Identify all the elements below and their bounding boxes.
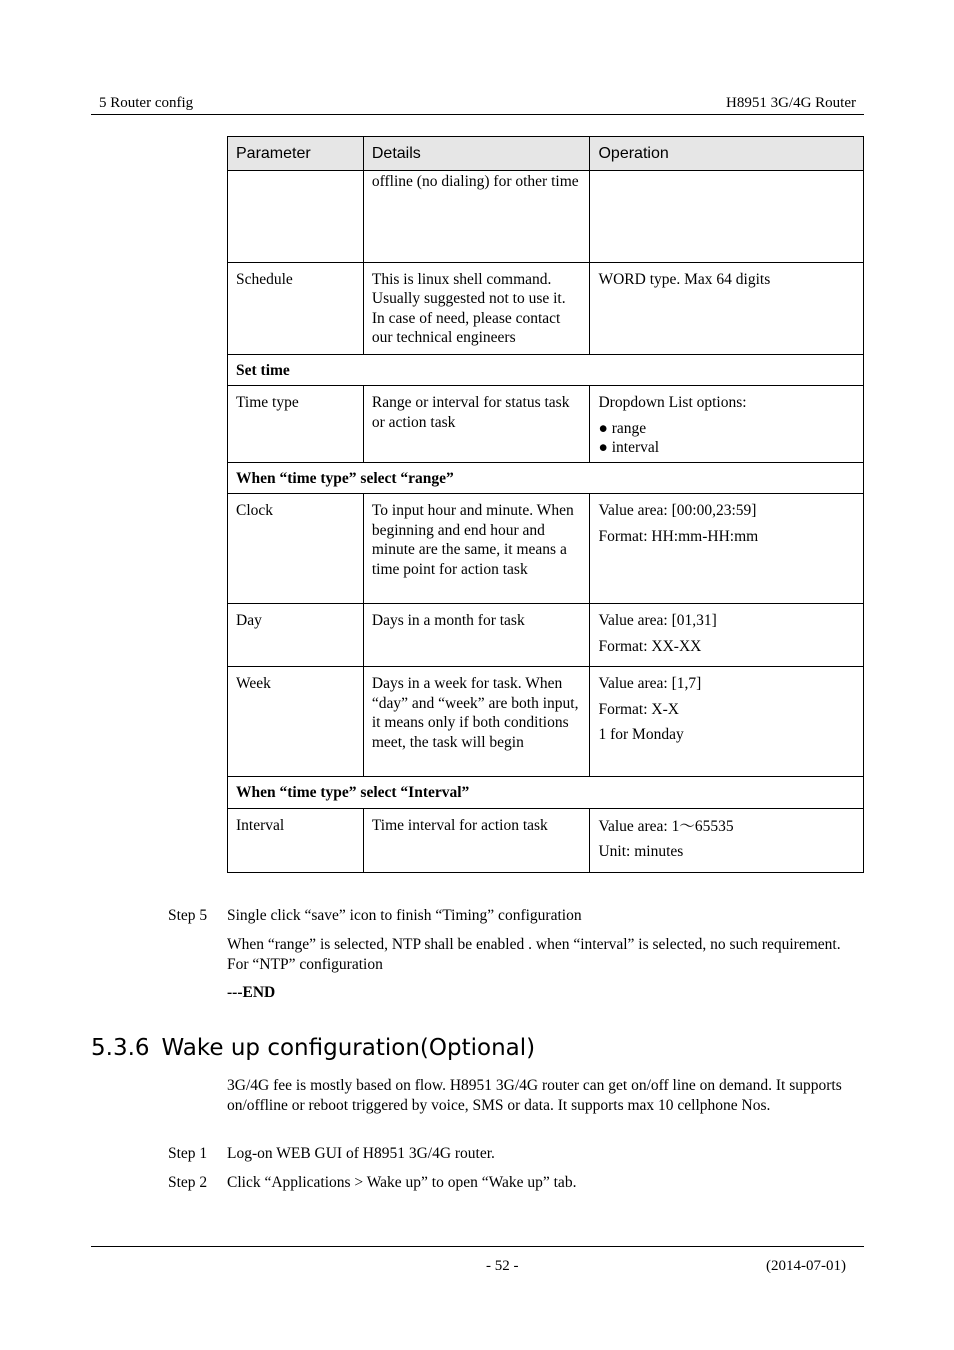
value-area: Value area: 1～65535: [598, 817, 734, 835]
section-heading: [91, 1035, 535, 1061]
cell-param: Time type: [228, 386, 364, 463]
parameter-table: [227, 136, 864, 873]
section-label: Set time: [228, 354, 864, 386]
cell-details: Days in a week for task. When “day” and “week” are both input, it means only if both conditions meet, the task will begin: [363, 667, 590, 777]
section-number: 5.3.6: [91, 1035, 150, 1061]
cell-operation: [590, 494, 864, 604]
cell-param: Schedule: [228, 262, 364, 354]
format: Format: X-X: [598, 700, 679, 718]
step-1: [168, 1144, 858, 1164]
cell-details: To input hour and minute. When beginning and end hour and minute are the same, it means a time point for action task: [363, 494, 590, 604]
end-marker: ---END: [227, 984, 276, 1001]
table-row: [228, 494, 864, 604]
page-number: - 52 -: [486, 1258, 519, 1274]
section-title: Wake up configuration(Optional): [161, 1035, 536, 1061]
cell-operation: [590, 604, 864, 667]
step-number: Step 2: [168, 1174, 208, 1191]
step-5: [168, 906, 858, 926]
step-text: Click “Applications > Wake up” to open “Wake up” tab.: [227, 1174, 577, 1191]
cell-details: Days in a month for task: [363, 604, 590, 667]
value-area: Value area: [1,7]: [598, 675, 702, 692]
section-row: [228, 462, 864, 494]
section-row: [228, 354, 864, 386]
cell-operation: [590, 808, 864, 872]
step-number: Step 1: [168, 1145, 208, 1162]
dropdown-options-title: Dropdown List options:: [598, 394, 747, 411]
step-text: Log-on WEB GUI of H8951 3G/4G router.: [227, 1145, 495, 1162]
product-label: H8951 3G/4G Router: [726, 95, 856, 111]
section-label: When “time type” select “Interval”: [228, 777, 864, 809]
step-text: Single click “save” icon to finish “Timing” configuration: [227, 907, 582, 924]
header-details: Details: [363, 137, 590, 171]
intro-paragraph: 3G/4G fee is mostly based on flow. H8951 3G/4G router can get on/off line on demand. It supports on/offline or reboot triggered by voice, SMS or data. It supports max 10 cellphone Nos.: [227, 1077, 842, 1114]
table-row: [228, 386, 864, 463]
unit: Unit: minutes: [598, 843, 684, 860]
cell-operation: [590, 667, 864, 777]
value-area: Value area: [01,31]: [598, 612, 717, 629]
note: 1 for Monday: [598, 726, 684, 743]
step-2: [168, 1173, 858, 1193]
cell-details: This is linux shell command. Usually suggested not to use it. In case of need, please contact our technical engineers: [363, 262, 590, 354]
footer-date: (2014-07-01): [766, 1258, 846, 1274]
table-row: [228, 667, 864, 777]
cell-details: Time interval for action task: [363, 808, 590, 872]
cell-operation: WORD type. Max 64 digits: [590, 262, 864, 354]
cell-operation: [590, 386, 864, 463]
bullet-icon: ●: [598, 419, 608, 437]
section-row: [228, 777, 864, 809]
header-operation: Operation: [590, 137, 864, 171]
table-header-row: [228, 137, 864, 171]
bullet-icon: ●: [598, 439, 608, 456]
table-row: [228, 170, 864, 262]
table-row: [228, 262, 864, 354]
cell-param: Interval: [228, 808, 364, 872]
cell-details: offline (no dialing) for other time: [363, 170, 590, 262]
ntp-note: When “range” is selected, NTP shall be enabled . when “interval” is selected, no such requirement. For “NTP” configuration: [227, 936, 841, 973]
cell-details: Range or interval for status task or action task: [363, 386, 590, 463]
footer-divider: [91, 1246, 864, 1247]
table-row: [228, 604, 864, 667]
cell-param: Clock: [228, 494, 364, 604]
format: Format: HH:mm-HH:mm: [598, 527, 759, 545]
cell-operation: [590, 170, 864, 262]
header-parameter: Parameter: [228, 137, 364, 171]
value-area: Value area: [00:00,23:59]: [598, 502, 757, 519]
chapter-label: 5 Router config: [99, 95, 194, 111]
option-item: ● interval: [598, 439, 660, 456]
table-row: [228, 808, 864, 872]
option-item: ● range: [598, 419, 647, 437]
format: Format: XX-XX: [598, 637, 702, 655]
section-label: When “time type” select “range”: [228, 462, 864, 494]
cell-param: Day: [228, 604, 364, 667]
cell-param: Week: [228, 667, 364, 777]
cell-param: [228, 170, 364, 262]
page-header: [91, 95, 864, 115]
step-number: Step 5: [168, 907, 208, 924]
